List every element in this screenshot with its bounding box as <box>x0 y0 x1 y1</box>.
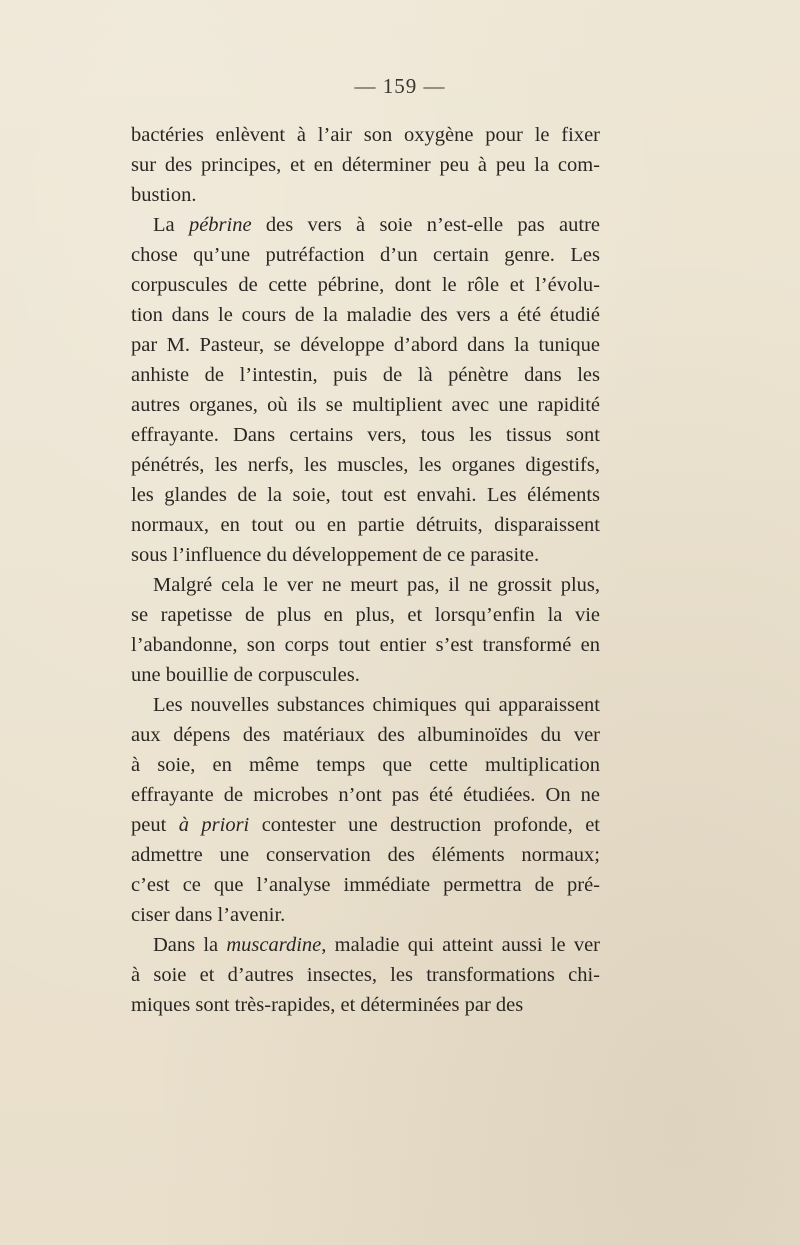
text-line: par M. Pasteur, se développe d’abord dans la tunique <box>131 334 600 356</box>
text-line: tion dans le cours de la maladie des vers a été étudié <box>131 304 600 326</box>
text-line: c’est ce que l’analyse immédiate permettra de pré- <box>131 874 600 896</box>
text-line: ciser dans l’avenir. <box>131 904 286 926</box>
text-line: à soie et d’autres insectes, les transformations chi- <box>131 964 600 986</box>
text-run: Dans la <box>153 934 227 956</box>
text-line: anhiste de l’intestin, puis de là pénètre dans les <box>131 364 600 386</box>
text-run: des vers à soie n’est-elle pas autre <box>251 214 600 236</box>
text-run: contester une destruction profonde, et <box>249 814 600 836</box>
paragraph <box>131 690 600 930</box>
paragraph <box>131 930 600 1020</box>
page-number: — 159 — <box>354 74 446 98</box>
text-line <box>131 930 600 960</box>
text-line: sur des principes, et en déterminer peu à peu la com- <box>131 154 600 176</box>
text-line: bactéries enlèvent à l’air son oxygène pour le fixer <box>131 124 600 146</box>
text-line: effrayante. Dans certains vers, tous les tissus sont <box>131 424 600 446</box>
text-line: Les nouvelles substances chimiques qui apparaissent <box>153 694 600 716</box>
text-line: chose qu’une putréfaction d’un certain genre. Les <box>131 244 600 266</box>
text-line: aux dépens des matériaux des albuminoïdes du ver <box>131 724 600 746</box>
paragraph <box>131 210 600 570</box>
text-line: effrayante de microbes n’ont pas été étudiées. On ne <box>131 784 600 806</box>
text-run: La <box>153 214 189 236</box>
text-line: les glandes de la soie, tout est envahi. Les éléments <box>131 484 600 506</box>
text-line: admettre une conservation des éléments normaux; <box>131 844 600 866</box>
text-line: corpuscules de cette pébrine, dont le rôle et l’évolu- <box>131 274 600 296</box>
text-line: miques sont très-rapides, et déterminées par des <box>131 994 524 1016</box>
text-line: l’abandonne, son corps tout entier s’est transformé en <box>131 634 600 656</box>
italic-term: à priori <box>178 814 250 836</box>
body-text <box>131 120 600 1020</box>
italic-term: muscardine <box>226 934 322 956</box>
text-line <box>131 210 600 240</box>
text-line: pénétrés, les nerfs, les muscles, les organes digestifs, <box>131 454 600 476</box>
text-line: normaux, en tout ou en partie détruits, disparaissent <box>131 514 600 536</box>
text-line: une bouillie de corpuscules. <box>131 664 360 686</box>
text-line: bustion. <box>131 184 197 206</box>
text-line: sous l’influence du développement de ce parasite. <box>131 544 540 566</box>
paragraph <box>131 570 600 690</box>
italic-term: pébrine <box>188 214 252 236</box>
text-line <box>131 810 600 840</box>
text-run: , maladie qui atteint aussi le ver <box>321 934 600 956</box>
text-line: autres organes, où ils se multiplient avec une rapidité <box>131 394 600 416</box>
text-line: à soie, en même temps que cette multiplication <box>131 754 600 776</box>
text-line: Malgré cela le ver ne meurt pas, il ne grossit plus, <box>153 574 600 596</box>
paragraph <box>131 120 600 210</box>
text-line: se rapetisse de plus en plus, et lorsqu’enfin la vie <box>131 604 600 626</box>
text-run: peut <box>131 814 179 836</box>
